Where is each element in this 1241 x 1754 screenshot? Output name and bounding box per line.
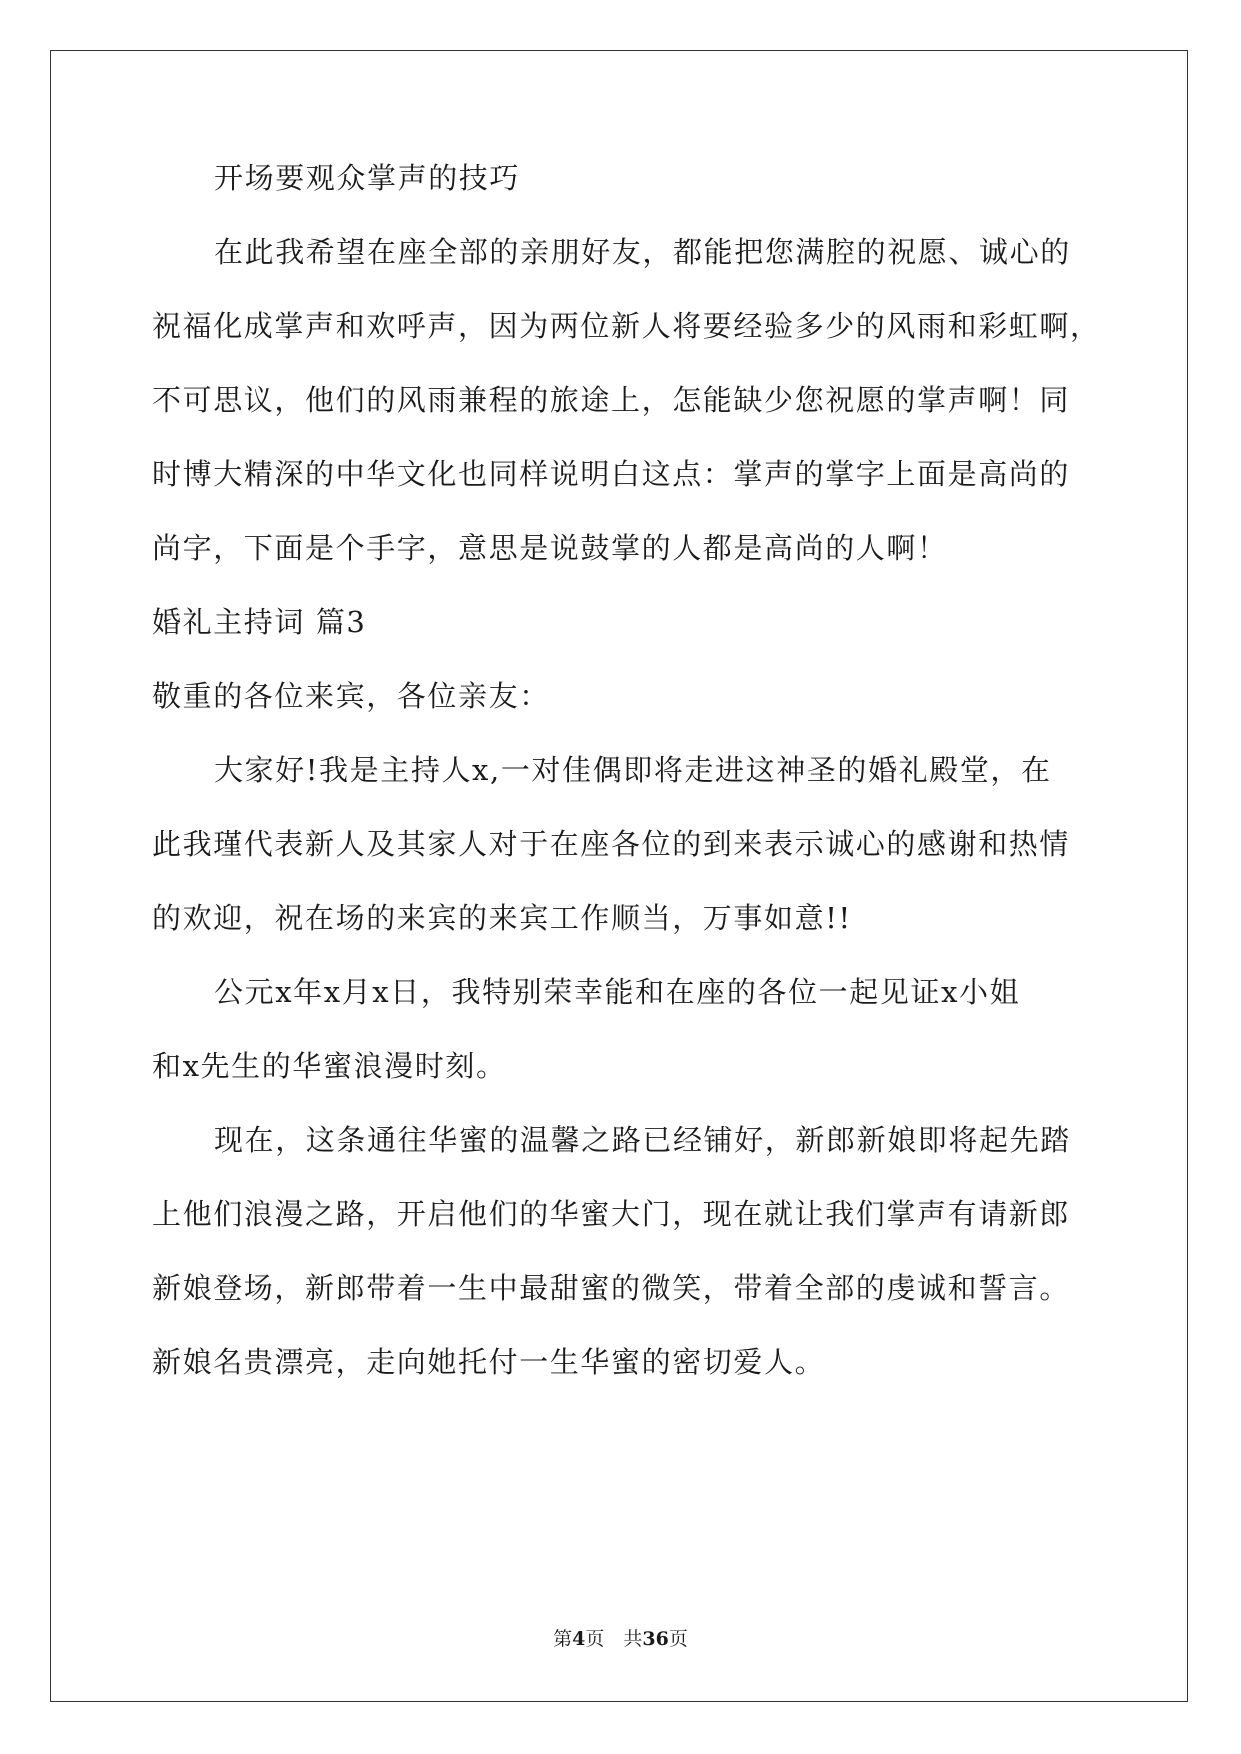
paragraph-line: 上他们浪漫之路，开启他们的华蜜大门，现在就让我们掌声有请新郎: [152, 1197, 1071, 1231]
paragraph-line: 在此我希望在座全部的亲朋好友，都能把您满腔的祝愿、诚心的: [214, 235, 1071, 269]
paragraph-line: 开场要观众掌声的技巧: [214, 161, 521, 195]
paragraph-line: 的欢迎，祝在场的来宾的来宾工作顺当，万事如意!!: [152, 901, 852, 935]
footer-page-number: 4: [572, 1628, 586, 1650]
paragraph-line: 和x先生的华蜜浪漫时刻。: [152, 1049, 507, 1083]
paragraph-line: 大家好!我是主持人x,一对佳偶即将走进这神圣的婚礼殿堂，在: [214, 753, 1052, 787]
footer-prefix: 第: [553, 1628, 573, 1650]
paragraph-line: 新娘登场，新郎带着一生中最甜蜜的微笑，带着全部的虔诚和誓言。: [152, 1271, 1071, 1305]
paragraph-line: 时博大精深的中华文化也同样说明白这点：掌声的掌字上面是高尚的: [152, 457, 1071, 491]
paragraph-line: 祝福化成掌声和欢呼声，因为两位新人将要经验多少的风雨和彩虹啊，: [152, 309, 1101, 343]
page-footer: [0, 1627, 1241, 1651]
paragraph-line: 此我瑾代表新人及其家人对于在座各位的到来表示诚心的感谢和热情: [152, 827, 1071, 861]
paragraph-line: 现在，这条通往华蜜的温馨之路已经铺好，新郎新娘即将起先踏: [214, 1123, 1071, 1157]
paragraph-line: 尚字，下面是个手字，意思是说鼓掌的人都是高尚的人啊！: [152, 531, 948, 565]
footer-middle: 页 共: [585, 1628, 643, 1650]
paragraph-line: 新娘名贵漂亮，走向她托付一生华蜜的密切爱人。: [152, 1345, 826, 1379]
footer-suffix: 页: [668, 1628, 688, 1650]
paragraph-line: 公元x年x月x日，我特别荣幸能和在座的各位一起见证x小姐: [214, 975, 1021, 1009]
section-heading: 婚礼主持词 篇3: [152, 605, 367, 639]
page-border: [50, 50, 1188, 1702]
salutation: 敬重的各位来宾，各位亲友：: [152, 679, 550, 713]
paragraph-line: 不可思议，他们的风雨兼程的旅途上，怎能缺少您祝愿的掌声啊！同: [152, 383, 1071, 417]
footer-total-pages: 36: [642, 1628, 669, 1650]
